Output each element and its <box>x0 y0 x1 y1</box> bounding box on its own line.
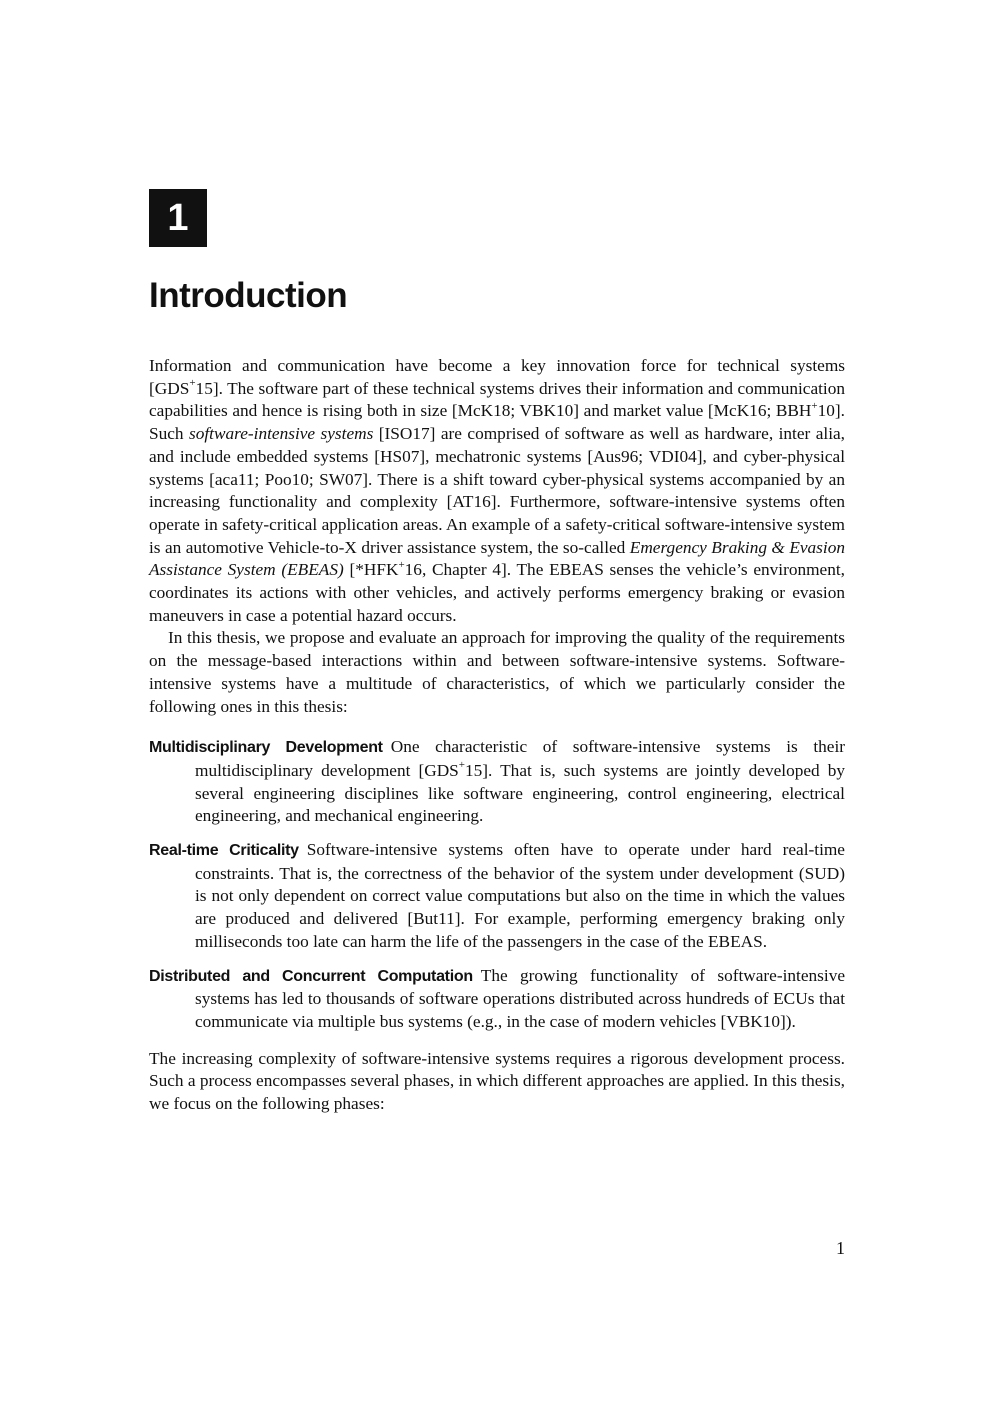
chapter-title: Introduction <box>149 276 348 315</box>
text-run: 15]. The software part of these technical systems drives their information and communication capabilities and hence is rising both in size [McK18; VBK10] and market value [McK16; BBH <box>149 378 845 421</box>
list-text: The growing functionality of software-intensive systems has led to thousands of software operations distributed across hundreds of ECUs that communicate via multiple bus systems (e.g., in the case of modern vehicles [VBK10]). <box>195 965 846 1031</box>
paragraph-3: The increasing complexity of software-intensive systems requires a rigorous development process. Such a process encompasses several phases, in which different approaches are applied. In this thesis, we focus on the following phases: <box>149 1048 845 1114</box>
body-text <box>149 355 845 1116</box>
paragraph-2: In this thesis, we propose and evaluate an approach for improving the quality of the requirements on the message-based interactions within and between software-intensive systems. Software-intensive systems have a multitude of characteristics, of which we particularly consider the following ones in this thesis: <box>149 628 845 716</box>
text-run: 16, Chapter 4]. The EBEAS senses the vehicle’s environment, coordinates its actions with other vehicles, and actively performs emergency braking or evasion maneuvers in case a potential hazard occurs. <box>149 560 845 625</box>
superscript: + <box>398 558 405 571</box>
chapter-number: 1 <box>167 196 189 239</box>
text-run: [*HFK <box>343 560 399 580</box>
list-text: One characteristic of software-intensive systems is their multidisciplinary development [GDS <box>195 737 845 780</box>
list-term: Distributed and Concurrent Computation <box>149 967 473 985</box>
emphasis-term: Emergency Braking & Evasion Assistance System (EBEAS) <box>149 537 845 580</box>
superscript: + <box>811 399 818 412</box>
list-term: Real-time Criticality <box>149 842 299 860</box>
text-run: 10]. Such <box>149 401 845 444</box>
list-item <box>149 736 845 828</box>
chapter-number-box <box>149 189 207 247</box>
list-item <box>149 839 845 954</box>
list-term: Multidisciplinary Development <box>149 739 383 757</box>
emphasis-term: software-intensive systems <box>189 424 374 444</box>
superscript: + <box>189 376 196 389</box>
text-run: Information and communication have become a key innovation force for technical systems [GDS <box>149 356 845 398</box>
page-number: 1 <box>836 1238 845 1258</box>
paragraph-1 <box>149 355 845 627</box>
list-item <box>149 965 845 1034</box>
superscript: + <box>458 759 466 772</box>
text-run: [ISO17] are comprised of software as well as hardware, inter alia, and include embedded systems [HS07], mechatronic systems [Aus96; VDI04], and cyber-physical systems [aca11; Poo10; SW07]. There is a shift toward cyber-physical systems accompanied by an increasing functionality and complexity [AT16]. Furthermore, software-intensive systems often operate in safety-critical application areas. An example of a safety-critical software-intensive system is an automotive Vehicle-to-X driver assistance system, the so-called <box>149 424 845 557</box>
list-text: 15]. That is, such systems are jointly developed by several engineering disciplines like software engineering, control engineering, electrical engineering, and mechanical engineering. <box>195 760 845 826</box>
characteristics-list <box>149 736 845 1033</box>
list-text: Software-intensive systems often have to operate under hard real-time constraints. That is, the correctness of the behavior of the system under development (SUD) is not only dependent on correct value computations but also on the time in which the values are produced and delivered [But11]. For example, performing emergency braking only milliseconds too late can harm the life of the passengers in the case of the EBEAS. <box>195 840 845 951</box>
